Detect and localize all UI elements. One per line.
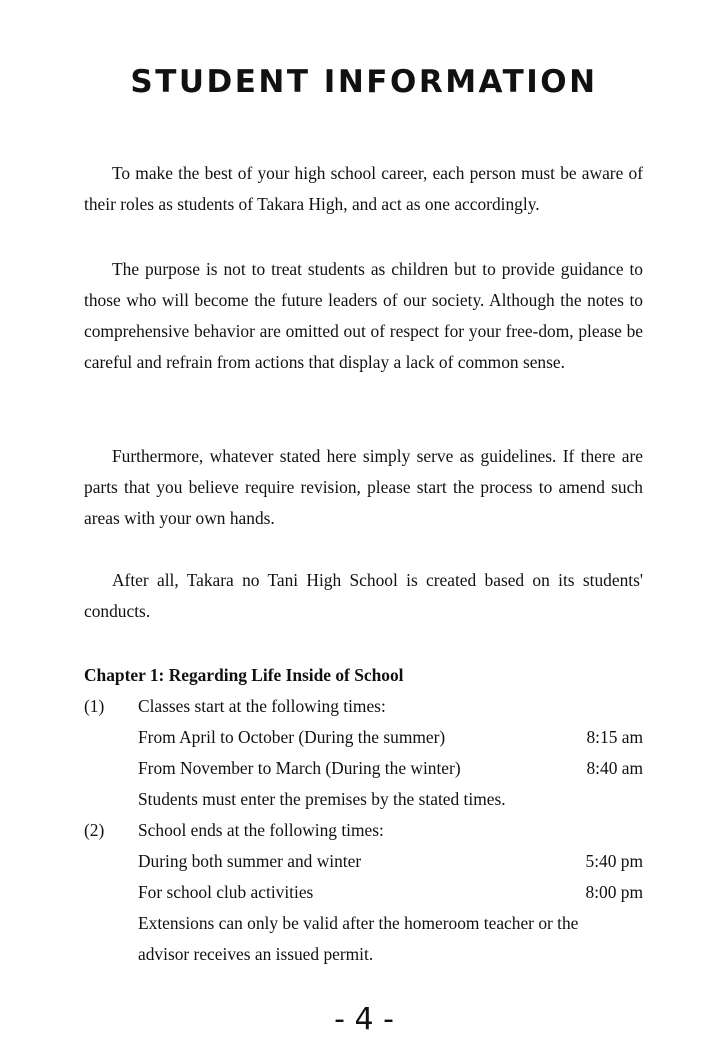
paragraph-3: Furthermore, whatever stated here simply serve as guidelines. If there are parts that you believe require revision, please start the process to amend such areas with your own hands. [84,446,643,528]
item-intro: Classes start at the following times: [138,696,386,716]
note-row [84,784,643,815]
schedule-time: 8:15 am [586,727,643,747]
item-note: Extensions can only be valid after the homeroom teacher or the [138,913,579,933]
schedule-time: 5:40 pm [585,851,643,871]
schedule-label: For school club activities [138,882,314,902]
item-number: (1) [84,696,105,716]
chapter-heading: Chapter 1: Regarding Life Inside of School [84,665,404,685]
schedule-label: During both summer and winter [138,851,362,871]
schedule-time: 8:40 am [586,758,643,778]
note-row [84,939,643,970]
schedule-label: From November to March (During the winter) [138,758,461,778]
schedule-label: From April to October (During the summer) [138,727,446,747]
schedule-row [84,877,643,908]
schedule-row [84,753,643,784]
schedule-time: 8:00 pm [585,882,643,902]
paragraph-4: After all, Takara no Tani High School is created based on its students' conducts. [84,570,643,621]
list-item [84,815,643,846]
item-number: (2) [84,820,105,840]
item-note: advisor receives an issued permit. [138,944,374,964]
paragraph-1: To make the best of your high school career, each person must be aware of their roles as students of Takara High, and act as one accordingly. [84,163,643,214]
schedule-row [84,846,643,877]
page-number: - 4 - [334,1002,394,1037]
list-item [84,691,643,722]
item-intro: School ends at the following times: [138,820,384,840]
page-title: STUDENT INFORMATION [130,64,598,100]
schedule-row [84,722,643,753]
note-row [84,908,643,939]
paragraph-2: The purpose is not to treat students as children but to provide guidance to those who will become the future leaders of our society. Although the notes to comprehensive behavior are omitted out of respect for your free-dom, please be careful and refrain from actions that display a lack of common sense. [84,259,643,372]
item-note: Students must enter the premises by the stated times. [138,789,506,809]
